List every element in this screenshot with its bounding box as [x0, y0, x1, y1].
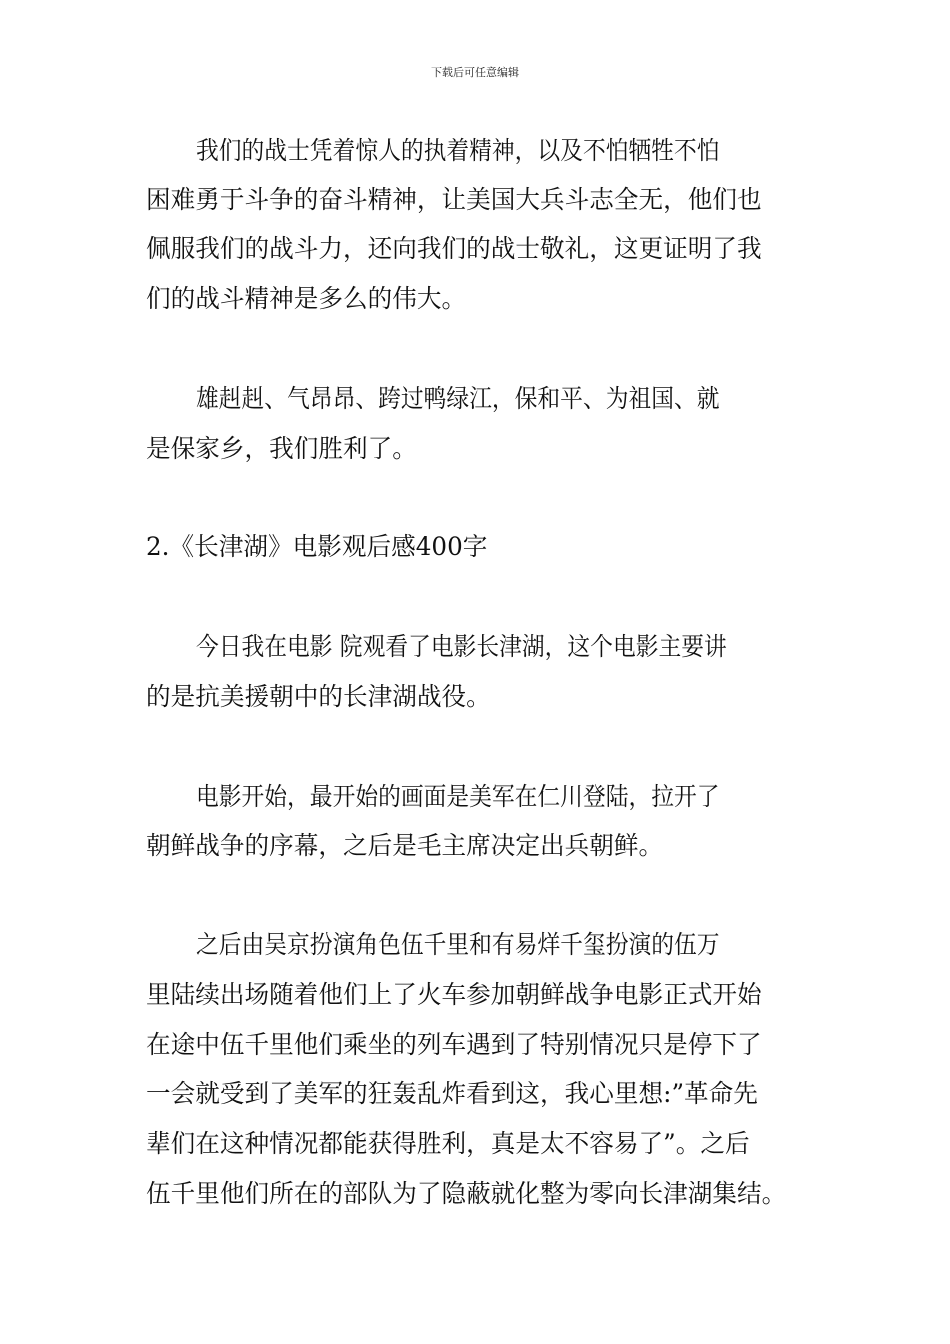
- paragraph-line: 一会就受到了美军的狂轰乱炸看到这，我心里想:”革命先: [146, 1079, 758, 1108]
- paragraph-line: 们的战斗精神是多么的伟大。: [146, 284, 467, 313]
- paragraph-line: 电影开始，最开始的画面是美军在仁川登陆，拉开了: [196, 782, 720, 811]
- section-heading: 2.《长津湖》电影观后感400字: [146, 532, 488, 561]
- paragraph-line: 我们的战士凭着惊人的执着精神，以及不怕牺牲不怕: [196, 136, 720, 165]
- paragraph-line: 今日我在电影 院观看了电影长津湖，这个电影主要讲: [196, 632, 727, 661]
- paragraph-line: 朝鲜战争的序幕，之后是毛主席决定出兵朝鲜。: [146, 831, 664, 860]
- paragraph-line: 里陆续出场随着他们上了火车参加朝鲜战争电影正式开始: [146, 980, 762, 1009]
- paragraph-line: 之后由吴京扮演角色伍千里和有易烊千玺扮演的伍万: [196, 930, 720, 959]
- paragraph-line: 是保家乡，我们胜利了。: [146, 434, 417, 463]
- page-header: 下载后可任意编辑: [431, 66, 519, 79]
- paragraph-line: 的是抗美援朝中的长津湖战役。: [146, 682, 491, 711]
- paragraph-line: 雄赳赳、气昂昂、跨过鸭绿江，保和平、为祖国、就: [196, 384, 720, 413]
- paragraph-line: 伍千里他们所在的部队为了隐蔽就化整为零向长津湖集结。: [146, 1179, 787, 1208]
- paragraph-line: 佩服我们的战斗力，还向我们的战士敬礼，这更证明了我: [146, 234, 762, 263]
- paragraph-line: 辈们在这种情况都能获得胜利，真是太不容易了”。之后: [146, 1129, 750, 1158]
- paragraph-line: 困难勇于斗争的奋斗精神，让美国大兵斗志全无，他们也: [146, 185, 762, 214]
- paragraph-line: 在途中伍千里他们乘坐的列车遇到了特别情况只是停下了: [146, 1030, 762, 1059]
